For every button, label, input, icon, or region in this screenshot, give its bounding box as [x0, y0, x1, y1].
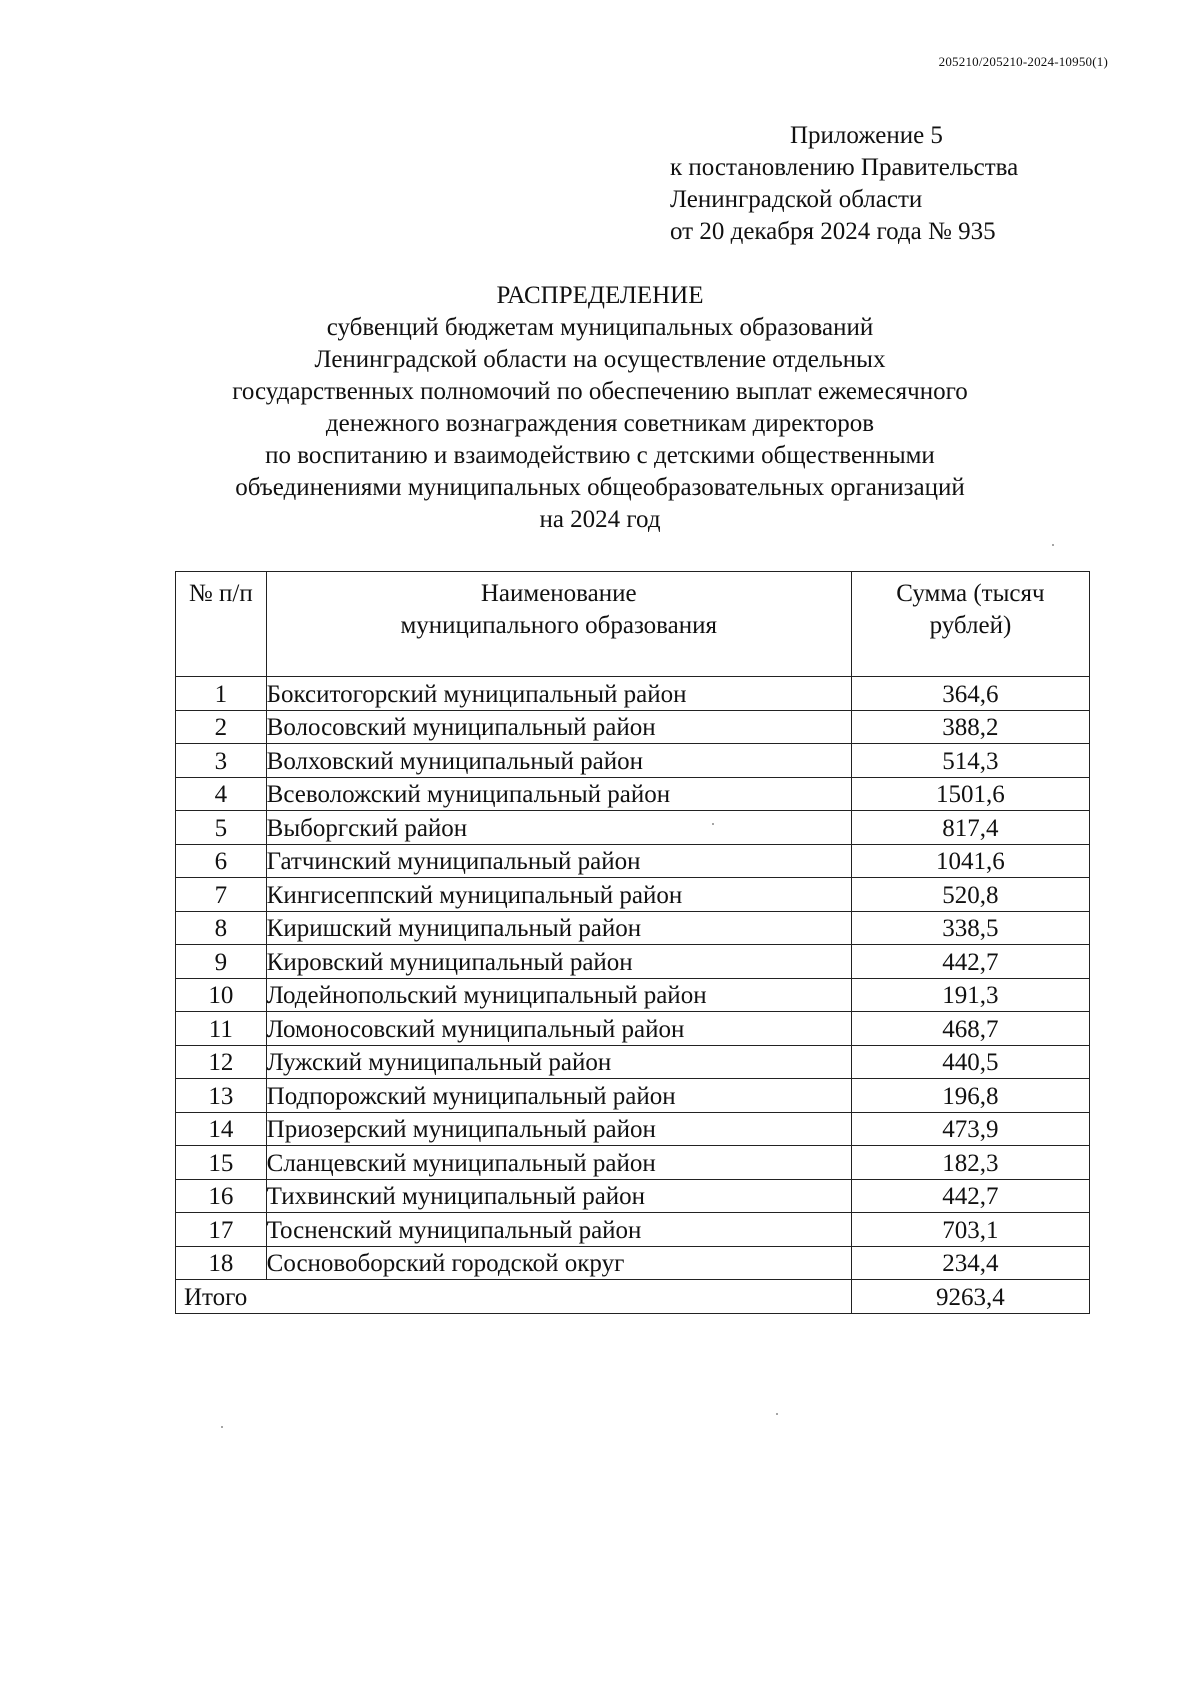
header-name-line: Наименование	[480, 580, 637, 607]
title-line: Ленинградской области на осуществление отдельных	[314, 346, 886, 373]
header-sum	[851, 572, 1089, 677]
header-num: № п/п	[176, 572, 267, 677]
table-row	[176, 1012, 1090, 1046]
municipality-name: Тихвинский муниципальный район	[266, 1179, 851, 1213]
municipality-name: Лодейнопольский муниципальный район	[266, 978, 851, 1012]
title-line: по воспитанию и взаимодействию с детскими общественными	[265, 442, 935, 469]
table-row	[176, 710, 1090, 744]
municipality-name: Киришский муниципальный район	[266, 911, 851, 945]
table-row	[176, 878, 1090, 912]
row-number: 3	[176, 744, 267, 778]
table-row	[176, 777, 1090, 811]
amount: 514,3	[851, 744, 1089, 778]
amount: 468,7	[851, 1012, 1089, 1046]
row-number: 8	[176, 911, 267, 945]
table-row	[176, 1213, 1090, 1247]
table-row	[176, 1146, 1090, 1180]
total-row	[176, 1280, 1090, 1314]
municipality-name: Подпорожский муниципальный район	[266, 1079, 851, 1113]
row-number: 18	[176, 1246, 267, 1280]
table-row	[176, 911, 1090, 945]
row-number: 1	[176, 677, 267, 711]
title-line: государственных полномочий по обеспечению выплат ежемесячного	[232, 378, 968, 405]
municipality-name: Сосновоборский городской округ	[266, 1246, 851, 1280]
municipality-name: Бокситогорский муниципальный район	[266, 677, 851, 711]
table-row	[176, 1079, 1090, 1113]
appendix-block	[670, 120, 1140, 248]
header-sum-line: рублей)	[929, 612, 1012, 639]
municipality-name: Выборгский район	[266, 811, 851, 845]
municipality-name: Кингисеппский муниципальный район	[266, 878, 851, 912]
row-number: 7	[176, 878, 267, 912]
appendix-line: Ленинградской области	[670, 186, 923, 213]
document-title	[100, 280, 1100, 536]
table-row	[176, 978, 1090, 1012]
row-number: 17	[176, 1213, 267, 1247]
scan-speck	[712, 823, 714, 825]
table-row	[176, 811, 1090, 845]
row-number: 4	[176, 777, 267, 811]
amount: 1501,6	[851, 777, 1089, 811]
municipality-name: Сланцевский муниципальный район	[266, 1146, 851, 1180]
row-number: 16	[176, 1179, 267, 1213]
appendix-line: от 20 декабря 2024 года № 935	[670, 218, 996, 245]
title-line: субвенций бюджетам муниципальных образований	[326, 314, 874, 341]
amount: 234,4	[851, 1246, 1089, 1280]
row-number: 15	[176, 1146, 267, 1180]
amount: 442,7	[851, 1179, 1089, 1213]
appendix-line: Приложение 5	[790, 122, 943, 149]
table-row	[176, 1112, 1090, 1146]
title-line: денежного вознаграждения советникам директоров	[325, 410, 875, 437]
municipality-name: Тосненский муниципальный район	[266, 1213, 851, 1247]
municipality-name: Волосовский муниципальный район	[266, 710, 851, 744]
title-line: на 2024 год	[539, 506, 661, 533]
scan-speck	[776, 1413, 778, 1415]
table-row	[176, 744, 1090, 778]
scan-speck	[1052, 544, 1054, 546]
distribution-table	[175, 571, 1090, 1314]
row-number: 6	[176, 844, 267, 878]
municipality-name: Ломоносовский муниципальный район	[266, 1012, 851, 1046]
municipality-name: Волховский муниципальный район	[266, 744, 851, 778]
row-number: 5	[176, 811, 267, 845]
table-row	[176, 945, 1090, 979]
table-row	[176, 1246, 1090, 1280]
row-number: 2	[176, 710, 267, 744]
amount: 338,5	[851, 911, 1089, 945]
row-number: 9	[176, 945, 267, 979]
table-row	[176, 1045, 1090, 1079]
amount: 473,9	[851, 1112, 1089, 1146]
table-row	[176, 677, 1090, 711]
table-row	[176, 1179, 1090, 1213]
header-name-line: муниципального образования	[400, 612, 718, 639]
row-number: 12	[176, 1045, 267, 1079]
appendix-line: к постановлению Правительства	[670, 154, 1019, 181]
amount: 196,8	[851, 1079, 1089, 1113]
amount: 442,7	[851, 945, 1089, 979]
document-id: 205210/205210-2024-10950(1)	[938, 54, 1108, 69]
title-line: объединениями муниципальных общеобразовательных организаций	[235, 474, 965, 501]
amount: 182,3	[851, 1146, 1089, 1180]
amount: 388,2	[851, 710, 1089, 744]
municipality-name: Гатчинский муниципальный район	[266, 844, 851, 878]
row-number: 10	[176, 978, 267, 1012]
municipality-name: Кировский муниципальный район	[266, 945, 851, 979]
header-sum-line: Сумма (тысяч	[896, 580, 1045, 607]
scan-speck	[221, 1426, 223, 1428]
total-amount: 9263,4	[851, 1280, 1089, 1314]
row-number: 14	[176, 1112, 267, 1146]
municipality-name: Приозерский муниципальный район	[266, 1112, 851, 1146]
amount: 364,6	[851, 677, 1089, 711]
row-number: 13	[176, 1079, 267, 1113]
municipality-name: Всеволожский муниципальный район	[266, 777, 851, 811]
row-number: 11	[176, 1012, 267, 1046]
total-label: Итого	[176, 1280, 852, 1314]
title-heading: РАСПРЕДЕЛЕНИЕ	[496, 282, 704, 309]
amount: 1041,6	[851, 844, 1089, 878]
amount: 191,3	[851, 978, 1089, 1012]
amount: 817,4	[851, 811, 1089, 845]
municipality-name: Лужский муниципальный район	[266, 1045, 851, 1079]
header-name	[266, 572, 851, 677]
table-row	[176, 844, 1090, 878]
amount: 703,1	[851, 1213, 1089, 1247]
table-header-row	[176, 572, 1090, 677]
amount: 440,5	[851, 1045, 1089, 1079]
amount: 520,8	[851, 878, 1089, 912]
